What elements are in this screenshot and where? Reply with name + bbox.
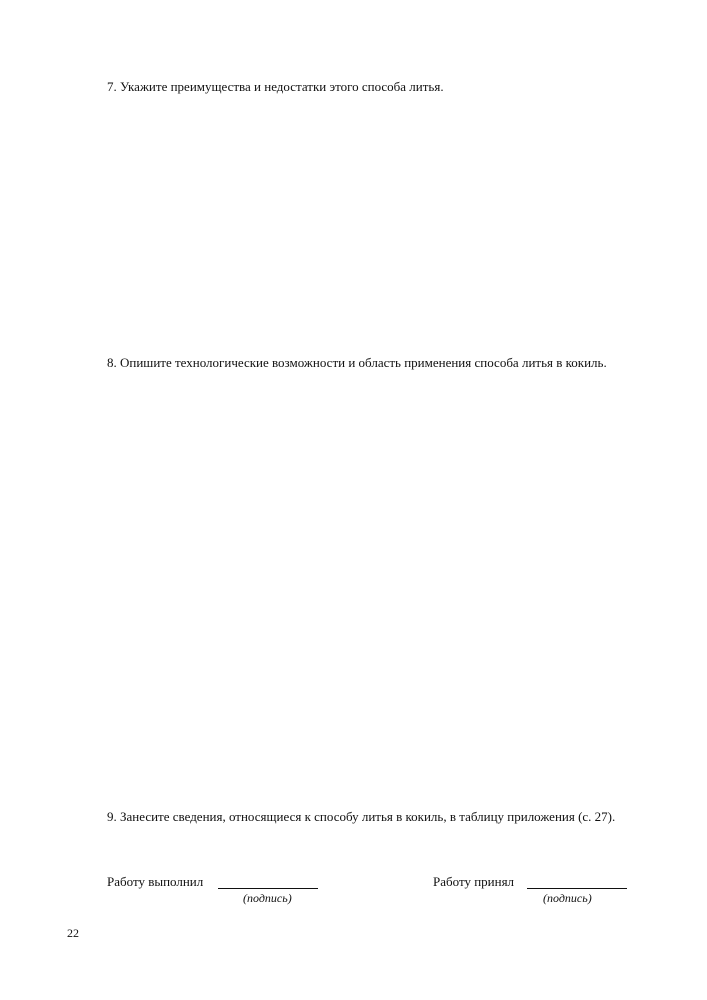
page-number: 22	[67, 926, 79, 940]
performed-by-signature-caption: (подпись)	[243, 891, 292, 905]
question-7: 7. Укажите преимущества и недостатки этого способа литья.	[107, 79, 444, 94]
performed-by-label: Работу выполнил	[107, 874, 204, 889]
accepted-by-signature-line[interactable]	[527, 888, 627, 889]
question-9: 9. Занесите сведения, относящиеся к способу литья в кокиль, в таблицу приложения (с. 27).	[107, 809, 616, 824]
question-8: 8. Опишите технологические возможности и область применения способа литья в кокиль.	[107, 355, 607, 370]
accepted-by-signature-caption: (подпись)	[543, 891, 592, 905]
performed-by-signature-line[interactable]	[218, 888, 318, 889]
accepted-by-label: Работу принял	[433, 874, 515, 889]
